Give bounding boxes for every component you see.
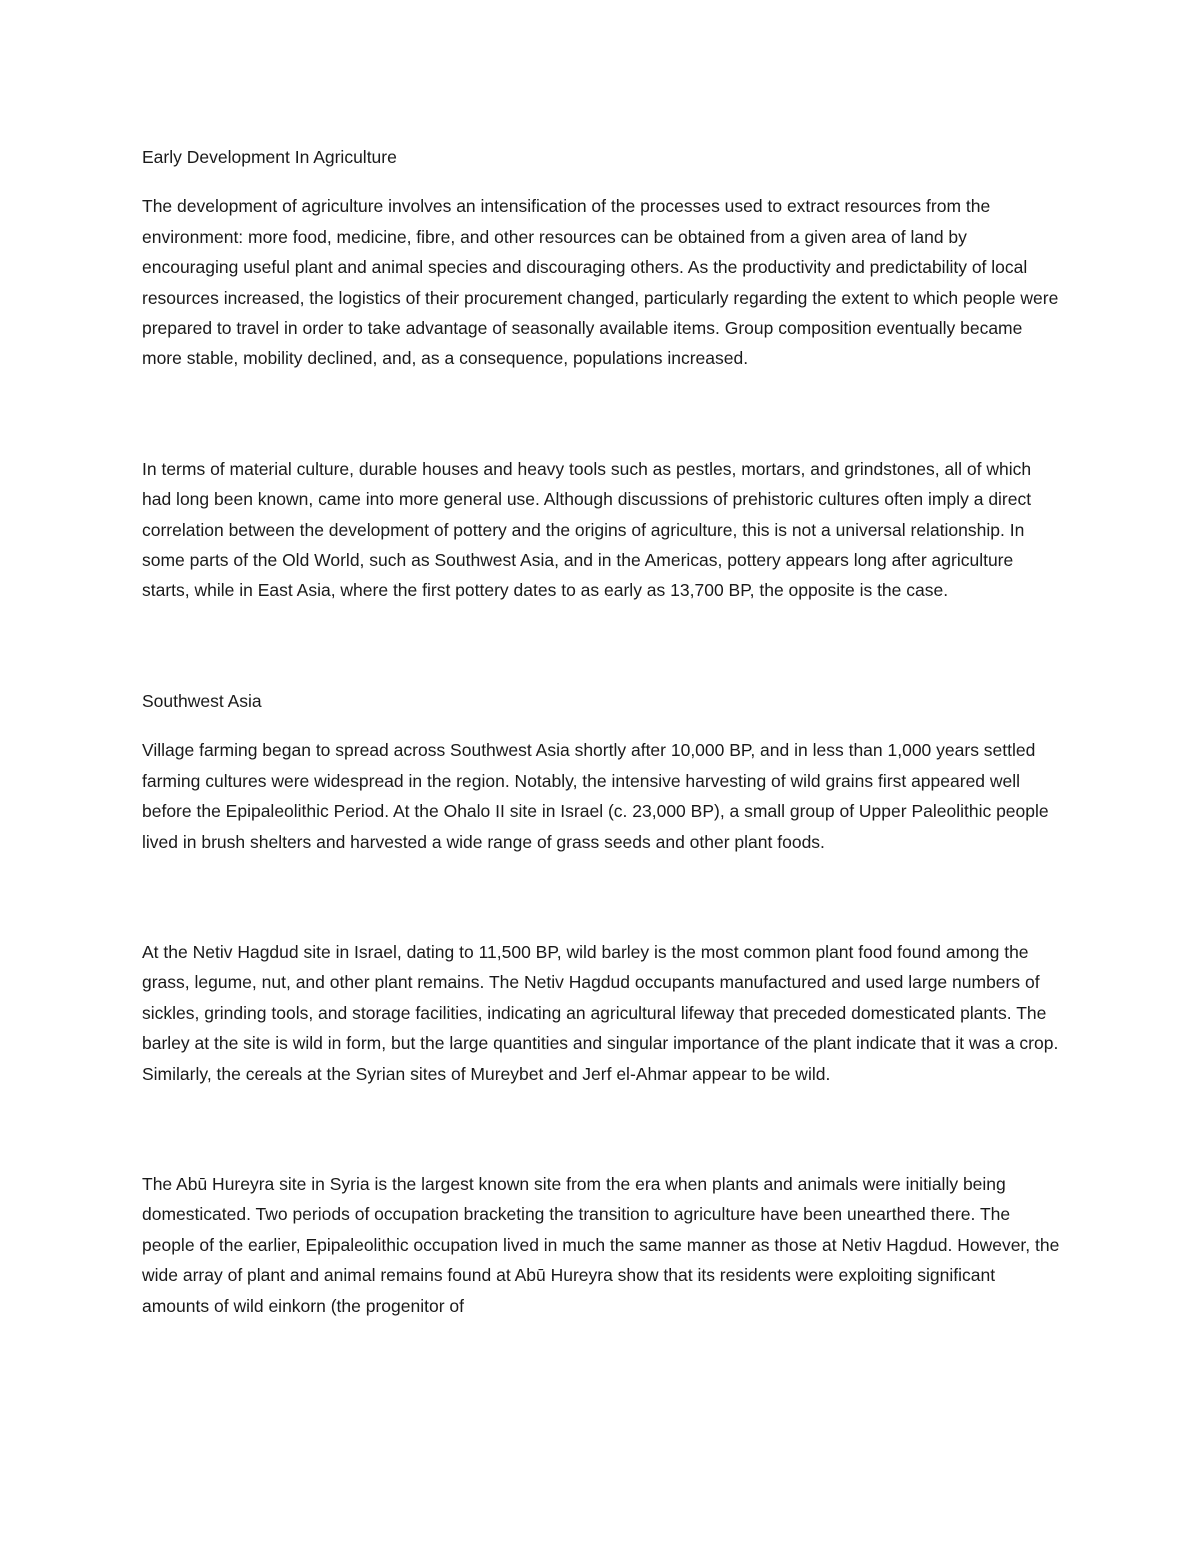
paragraph-netiv-hagdud: At the Netiv Hagdud site in Israel, dating to 11,500 BP, wild barley is the most common plant food found among the grass, legume, nut, and other plant remains. The Netiv Hagdud occupants manufactured and used large numbers of sickles, grinding tools, and storage facilities, indicating an agricultural lifeway that preceded domesticated plants. The barley at the site is wild in form, but the large quantities and singular importance of the plant indicate that it was a crop. Similarly, the cereals at the Syrian sites of Mureybet and Jerf el-Ahmar appear to be wild. bbox=[142, 941, 1059, 1084]
paragraph-spacer bbox=[142, 606, 1062, 686]
paragraph-spacer bbox=[142, 374, 1062, 454]
paragraph-spacer bbox=[142, 1089, 1062, 1169]
document-title: Early Development In Agriculture bbox=[142, 147, 397, 167]
paragraph-spacer bbox=[142, 857, 1062, 937]
paragraph-intro: The development of agriculture involves an intensification of the processes used to extract resources from the environment: more food, medicine, fibre, and other resources can be obtained from a given area of land by encouraging useful plant and animal species and discouraging others. As the productivity and predictability of local resources increased, the logistics of their procurement changed, particularly regarding the extent to which people were prepared to travel in order to take advantage of seasonally available items. Group composition eventually became more stable, mobility declined, and, as a consequence, populations increased. bbox=[142, 196, 1059, 369]
document-body bbox=[142, 142, 1062, 1321]
section-heading-southwest-asia: Southwest Asia bbox=[142, 690, 262, 711]
paragraph-abu-hureyra: The Abū Hureyra site in Syria is the largest known site from the era when plants and animals were initially being domesticated. Two periods of occupation bracketing the transition to agriculture have been unearthed there. The people of the earlier, Epipaleolithic occupation lived in much the same manner as those at Netiv Hagdud. However, the wide array of plant and animal remains found at Abū Hureyra show that its residents were exploiting significant amounts of wild einkorn (the progenitor of bbox=[142, 1173, 1060, 1316]
paragraph-village-farming: Village farming began to spread across Southwest Asia shortly after 10,000 BP, and in less than 1,000 years settled farming cultures were widespread in the region. Notably, the intensive harvesting of wild grains first appeared well before the Epipaleolithic Period. At the Ohalo II site in Israel (c. 23,000 BP), a small group of Upper Paleolithic people lived in brush shelters and harvested a wide range of grass seeds and other plant foods. bbox=[142, 740, 1049, 852]
paragraph-material-culture: In terms of material culture, durable houses and heavy tools such as pestles, mortars, and grindstones, all of which had long been known, came into more general use. Although discussions of prehistoric cultures often imply a direct correlation between the development of pottery and the origins of agriculture, this is not a universal relationship. In some parts of the Old World, such as Southwest Asia, and in the Americas, pottery appears long after agriculture starts, while in East Asia, where the first pottery dates to as early as 13,700 BP, the opposite is the case. bbox=[142, 458, 1032, 601]
